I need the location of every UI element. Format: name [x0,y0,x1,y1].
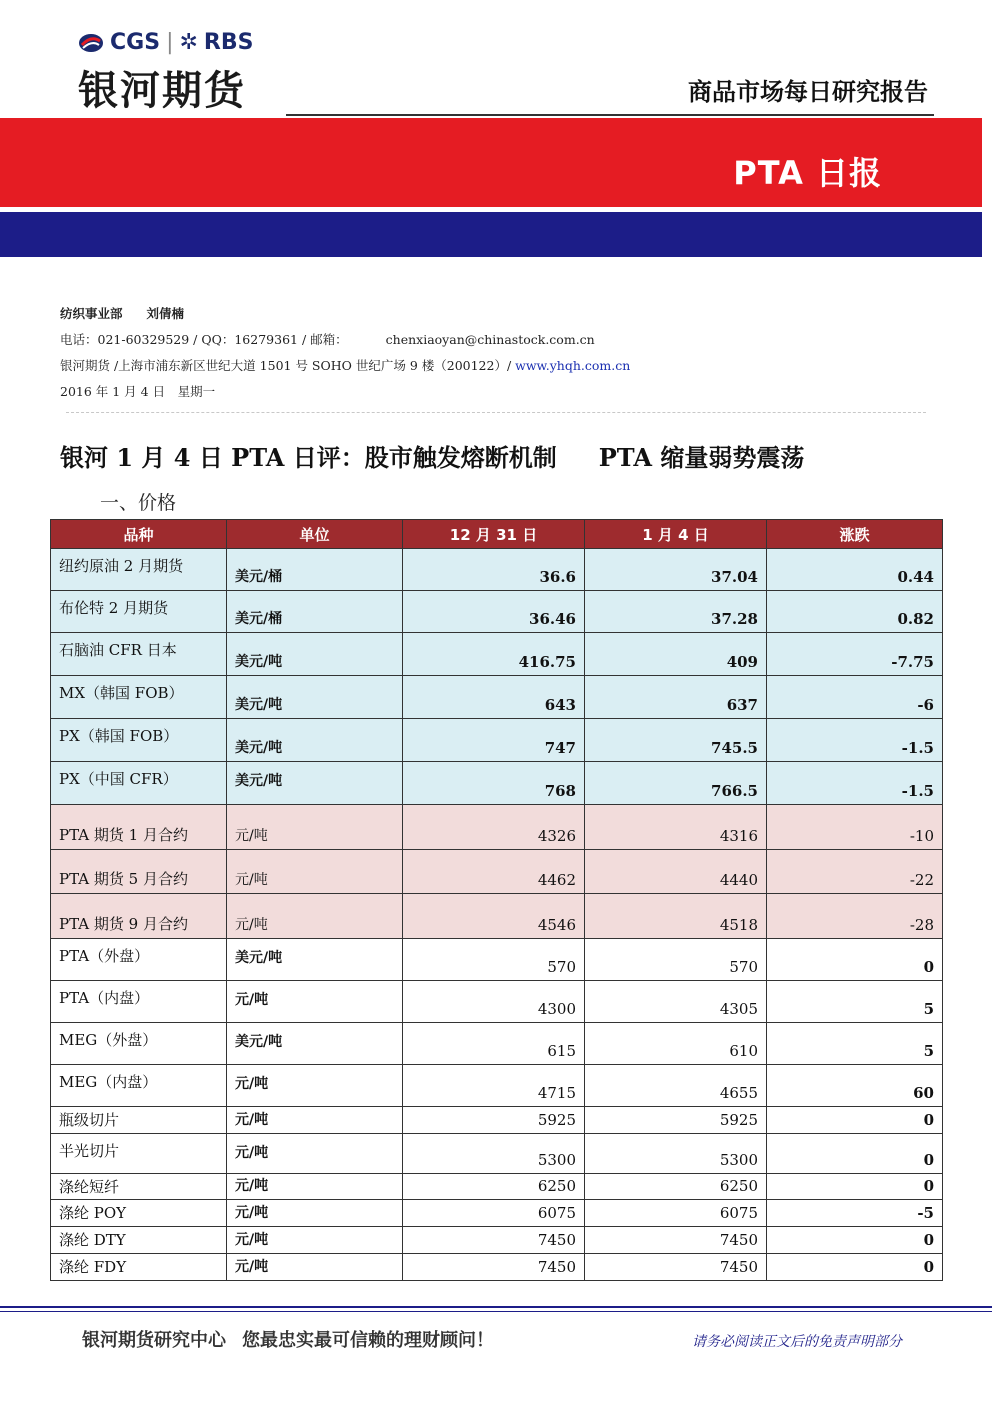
price-jan4: 6075 [585,1200,767,1227]
price-dec31: 6075 [403,1200,585,1227]
price-change: 0.44 [767,549,943,591]
price-change: -10 [767,805,943,850]
header-divider [286,114,934,116]
column-header-unit: 单位 [227,520,403,549]
section-heading: 一、价格 [100,492,177,514]
table-row [51,762,943,805]
table-row [51,1200,943,1227]
price-dec31: 416.75 [403,633,585,676]
product-name: 半光切片 [51,1134,227,1174]
price-jan4: 766.5 [585,762,767,805]
footer-slogan [82,1326,494,1352]
unit-cell: 元/吨 [227,1134,403,1174]
price-jan4: 5925 [585,1107,767,1134]
table-row [51,1107,943,1134]
price-dec31: 4462 [403,850,585,894]
unit-cell: 元/吨 [227,1065,403,1107]
price-dec31: 4326 [403,805,585,850]
price-jan4: 4316 [585,805,767,850]
price-jan4: 409 [585,633,767,676]
price-change: 0 [767,1227,943,1254]
unit-cell: 元/吨 [227,805,403,850]
column-header-change: 涨跌 [767,520,943,549]
price-change: 0 [767,1134,943,1174]
price-change: 0.82 [767,591,943,633]
unit-cell: 美元/吨 [227,719,403,762]
product-name: 布伦特 2 月期货 [51,591,227,633]
table-row [51,805,943,850]
unit-cell: 元/吨 [227,1254,403,1281]
table-row [51,981,943,1023]
unit-cell: 美元/桶 [227,549,403,591]
product-name: MX（韩国 FOB） [51,676,227,719]
website-link[interactable]: www.yhqh.com.cn [515,358,631,373]
table-row [51,719,943,762]
price-change: 60 [767,1065,943,1107]
address-line [60,356,630,374]
price-jan4: 5300 [585,1134,767,1174]
table-row [51,549,943,591]
price-jan4: 4655 [585,1065,767,1107]
price-jan4: 4518 [585,894,767,939]
address-text: 银河期货 /上海市浦东新区世纪大道 1501 号 SOHO 世纪广场 9 楼（200122）/ [60,358,516,373]
price-change: -7.75 [767,633,943,676]
unit-cell: 元/吨 [227,1107,403,1134]
report-date: 2016 年 1 月 4 日 星期一 [60,384,216,399]
product-name: PTA 期货 9 月合约 [51,894,227,939]
table-row [51,850,943,894]
price-dec31: 768 [403,762,585,805]
table-row [51,939,943,981]
price-change: 0 [767,1174,943,1200]
footer-tagline: 您最忠实最可信赖的理财顾问！ [242,1330,494,1351]
product-name: PX（韩国 FOB） [51,719,227,762]
product-name: 瓶级切片 [51,1107,227,1134]
price-change: -28 [767,894,943,939]
column-header-dec31: 12 月 31 日 [403,520,585,549]
price-dec31: 5300 [403,1134,585,1174]
unit-cell: 元/吨 [227,894,403,939]
table-header-row [51,520,943,549]
author-name: 刘倩楠 [146,306,185,321]
table-row [51,1174,943,1200]
main-title [60,438,804,473]
price-jan4: 7450 [585,1254,767,1281]
price-dec31: 643 [403,676,585,719]
product-name: PTA 期货 1 月合约 [51,805,227,850]
table-row [51,1254,943,1281]
price-change: -1.5 [767,762,943,805]
rbs-star-icon: ✲ [179,30,198,55]
price-dec31: 5925 [403,1107,585,1134]
price-jan4: 4305 [585,981,767,1023]
price-change: -22 [767,850,943,894]
price-dec31: 36.6 [403,549,585,591]
column-header-product: 品种 [51,520,227,549]
table-row [51,1227,943,1254]
price-jan4: 37.28 [585,591,767,633]
table-row [51,676,943,719]
product-name: 纽约原油 2 月期货 [51,549,227,591]
price-dec31: 4715 [403,1065,585,1107]
price-jan4: 6250 [585,1174,767,1200]
logo-brand-rbs: RBS [203,30,254,55]
price-dec31: 570 [403,939,585,981]
price-jan4: 570 [585,939,767,981]
unit-cell: 美元/桶 [227,591,403,633]
unit-cell: 美元/吨 [227,633,403,676]
dashed-divider [66,412,926,413]
product-name: 涤纶 DTY [51,1227,227,1254]
unit-cell: 元/吨 [227,1227,403,1254]
price-change: -6 [767,676,943,719]
price-jan4: 745.5 [585,719,767,762]
product-name: MEG（外盘） [51,1023,227,1065]
price-dec31: 7450 [403,1227,585,1254]
unit-cell: 元/吨 [227,981,403,1023]
email-address: chenxiaoyan@chinastock.com.cn [385,332,595,347]
price-change: 0 [767,1107,943,1134]
price-change: 0 [767,1254,943,1281]
footer-disclaimer: 请务必阅读正文后的免责声明部分 [692,1334,902,1350]
main-title-part-1: 银河 1 月 4 日 PTA 日评：股市触发熔断机制 [60,443,557,472]
product-name: PX（中国 CFR） [51,762,227,805]
unit-cell: 美元/吨 [227,676,403,719]
unit-cell: 元/吨 [227,1174,403,1200]
price-jan4: 4440 [585,850,767,894]
price-table [50,519,943,1281]
price-change: 5 [767,1023,943,1065]
price-change: -1.5 [767,719,943,762]
table-row [51,1023,943,1065]
unit-cell: 美元/吨 [227,762,403,805]
price-jan4: 37.04 [585,549,767,591]
department: 纺织事业部 [60,306,123,321]
logo-brand-cgs: CGS [110,30,161,55]
unit-cell: 元/吨 [227,850,403,894]
contact-line [60,330,595,348]
price-jan4: 7450 [585,1227,767,1254]
company-logo [78,30,253,116]
product-name: 涤纶 POY [51,1200,227,1227]
report-type-title: 商品市场每日研究报告 [688,78,928,106]
footer-divider-thin [0,1311,992,1312]
price-dec31: 36.46 [403,591,585,633]
price-change: 5 [767,981,943,1023]
price-jan4: 637 [585,676,767,719]
price-jan4: 610 [585,1023,767,1065]
table-row [51,1065,943,1107]
product-name: MEG（内盘） [51,1065,227,1107]
price-dec31: 6250 [403,1174,585,1200]
product-name: 涤纶 FDY [51,1254,227,1281]
column-header-jan4: 1 月 4 日 [585,520,767,549]
table-row [51,1134,943,1174]
unit-cell: 元/吨 [227,1200,403,1227]
product-name: PTA（内盘） [51,981,227,1023]
product-name: PTA（外盘） [51,939,227,981]
price-dec31: 615 [403,1023,585,1065]
price-dec31: 4546 [403,894,585,939]
price-dec31: 747 [403,719,585,762]
table-row [51,633,943,676]
product-name: PTA 期货 5 月合约 [51,850,227,894]
price-dec31: 4300 [403,981,585,1023]
product-name: 石脑油 CFR 日本 [51,633,227,676]
contact-text: 电话：021-60329529 / QQ：16279361 / 邮箱： [60,332,348,347]
table-row [51,894,943,939]
price-dec31: 7450 [403,1254,585,1281]
author-department-line [60,304,208,322]
product-name: 涤纶短纤 [51,1174,227,1200]
table-row [51,591,943,633]
report-name: PTA 日报 [733,154,882,192]
cgs-swirl-icon [78,32,104,54]
title-banner-blue [0,212,982,257]
logo-chinese-name: 银河期货 [78,68,246,114]
footer-center-name: 银河期货研究中心 [82,1330,226,1351]
price-change: -5 [767,1200,943,1227]
logo-separator: | [166,30,174,55]
unit-cell: 美元/吨 [227,1023,403,1065]
footer-divider-thick [0,1306,992,1308]
main-title-part-2: PTA 缩量弱势震荡 [598,443,805,472]
price-change: 0 [767,939,943,981]
unit-cell: 美元/吨 [227,939,403,981]
